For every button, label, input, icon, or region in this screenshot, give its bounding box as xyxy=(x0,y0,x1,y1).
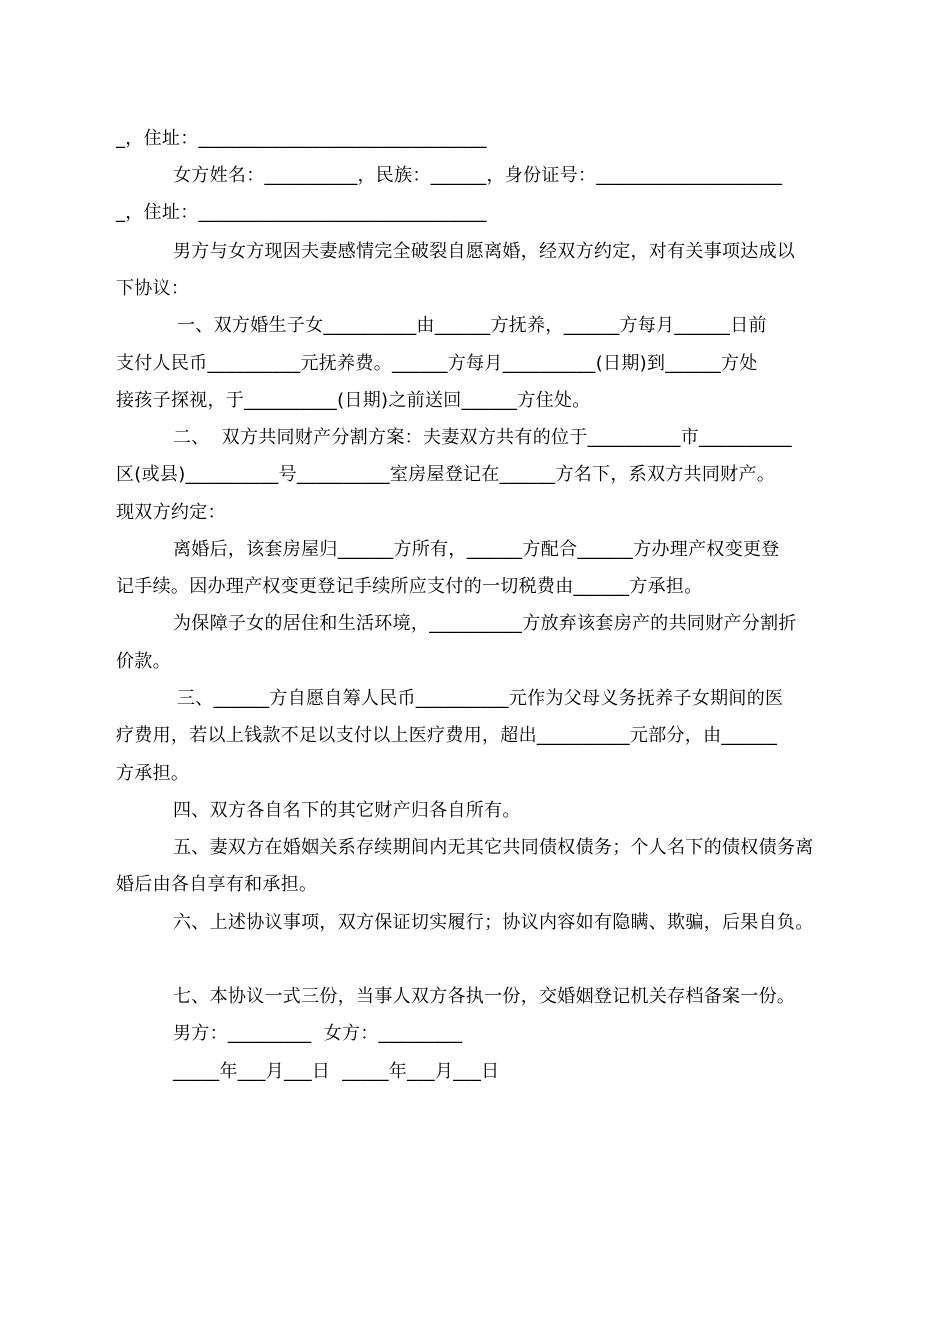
doc-line-14: 为保障子女的居住和生活环境，__________方放弃该套房产的共同财产分割折 xyxy=(173,613,797,634)
doc-line-15: 价款。 xyxy=(116,651,171,672)
doc-line-23: 七、本协议一式三份，当事人双方各执一份，交婚姻登记机关存档备案一份。 xyxy=(173,986,796,1007)
doc-line-22: 六、上述协议事项，双方保证切实履行；协议内容如有隐瞒、欺骗，后果自负。 xyxy=(173,912,814,933)
doc-line-13: 记手续。因办理产权变更登记手续所应支付的一切税费由______方承担。 xyxy=(116,576,703,597)
doc-line-1: _，住址：_______________________________ xyxy=(116,128,487,149)
doc-line-8: 接孩子探视，于__________(日期)之前送回______方住处。 xyxy=(116,390,591,411)
doc-line-7: 支付人民币__________元抚养费。______方每月__________(日期)到______方处 xyxy=(116,353,758,374)
doc-line-3: _，住址：_______________________________ xyxy=(116,202,487,223)
doc-line-5: 下协议： xyxy=(116,278,190,299)
doc-line-12: 离婚后，该套房屋归______方所有，______方配合______方办理产权变更登 xyxy=(173,539,780,560)
doc-line-17: 疗费用，若以上钱款不足以支付以上医疗费用，超出__________元部分，由______ xyxy=(116,725,778,746)
doc-line-6: 一、双方婚生子女__________由______方抚养，______方每月______日前 xyxy=(177,315,767,336)
doc-line-20: 五、妻双方在婚姻关系存续期间内无其它共同债权债务；个人名下的债权债务离 xyxy=(173,837,814,858)
doc-line-16: 三、______方自愿自筹人民币__________元作为父母义务抚养子女期间的医 xyxy=(177,688,784,709)
doc-line-18: 方承担。 xyxy=(116,763,190,784)
doc-line-21: 婚后由各自享有和承担。 xyxy=(116,874,318,895)
doc-line-19: 四、双方各自名下的其它财产归各自所有。 xyxy=(173,800,521,821)
doc-line-2: 女方姓名：__________，民族：______，身份证号：____________________ xyxy=(173,165,783,186)
doc-line-9: 二、 双方共同财产分割方案：夫妻双方共有的位于__________市__________ xyxy=(173,427,792,448)
doc-line-25: _____年___月___日 _____年___月___日 xyxy=(173,1061,500,1082)
doc-line-10: 区(或县)__________号__________室房屋登记在______方名下，系双方共同财产。 xyxy=(116,464,776,485)
doc-line-4: 男方与女方现因夫妻感情完全破裂自愿离婚，经双方约定，对有关事项达成以 xyxy=(173,241,796,262)
doc-line-11: 现双方约定： xyxy=(116,502,226,523)
doc-line-24: 男方：_________ 女方：_________ xyxy=(173,1023,463,1044)
